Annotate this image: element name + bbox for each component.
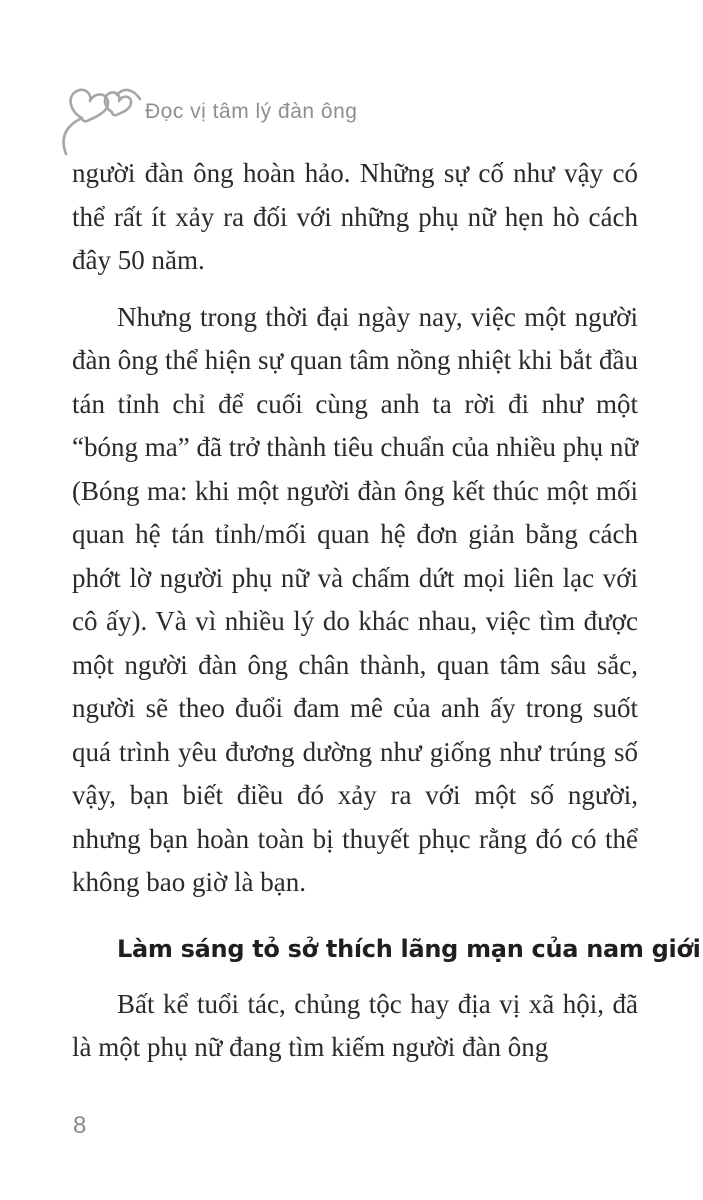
running-header-title: Đọc vị tâm lý đàn ông bbox=[145, 100, 358, 123]
page-number: 8 bbox=[73, 1112, 87, 1139]
page-body bbox=[72, 152, 701, 1083]
paragraph: Nhưng trong thời đại ngày nay, việc một người đàn ông thể hiện sự quan tâm nồng nhiệt khi bắt đầu tán tỉnh chỉ để cuối cùng anh ta rời đi như một “bóng ma” đã trở thành tiêu chuẩn của nhiều phụ nữ (Bóng ma: khi một người đàn ông kết thúc một mối quan hệ tán tỉnh/mối quan hệ đơn giản bằng cách phớt lờ người phụ nữ và chấm dứt mọi liên lạc với cô ấy). Và vì nhiều lý do khác nhau, việc tìm được một người đàn ông chân thành, quan tâm sâu sắc, người sẽ theo đuổi đam mê của anh ấy trong suốt quá trình yêu đương dường như giống như trúng số vậy, bạn biết điều đó xảy ra với một số người, nhưng bạn hoàn toàn bị thuyết phục rằng đó có thể không bao giờ là bạn. bbox=[72, 301, 638, 897]
hearts-logo-icon bbox=[57, 82, 141, 156]
page-header bbox=[57, 82, 357, 156]
paragraph: Bất kể tuổi tác, chủng tộc hay địa vị xã hội, đã là một phụ nữ đang tìm kiếm người đàn ông bbox=[72, 988, 638, 1062]
paragraph: người đàn ông hoàn hảo. Những sự cố như vậy có thể rất ít xảy ra đối với những phụ nữ hẹn hò cách đây 50 năm. bbox=[72, 158, 638, 275]
section-heading: Làm sáng tỏ sở thích lãng mạn của nam giới bbox=[117, 934, 701, 963]
